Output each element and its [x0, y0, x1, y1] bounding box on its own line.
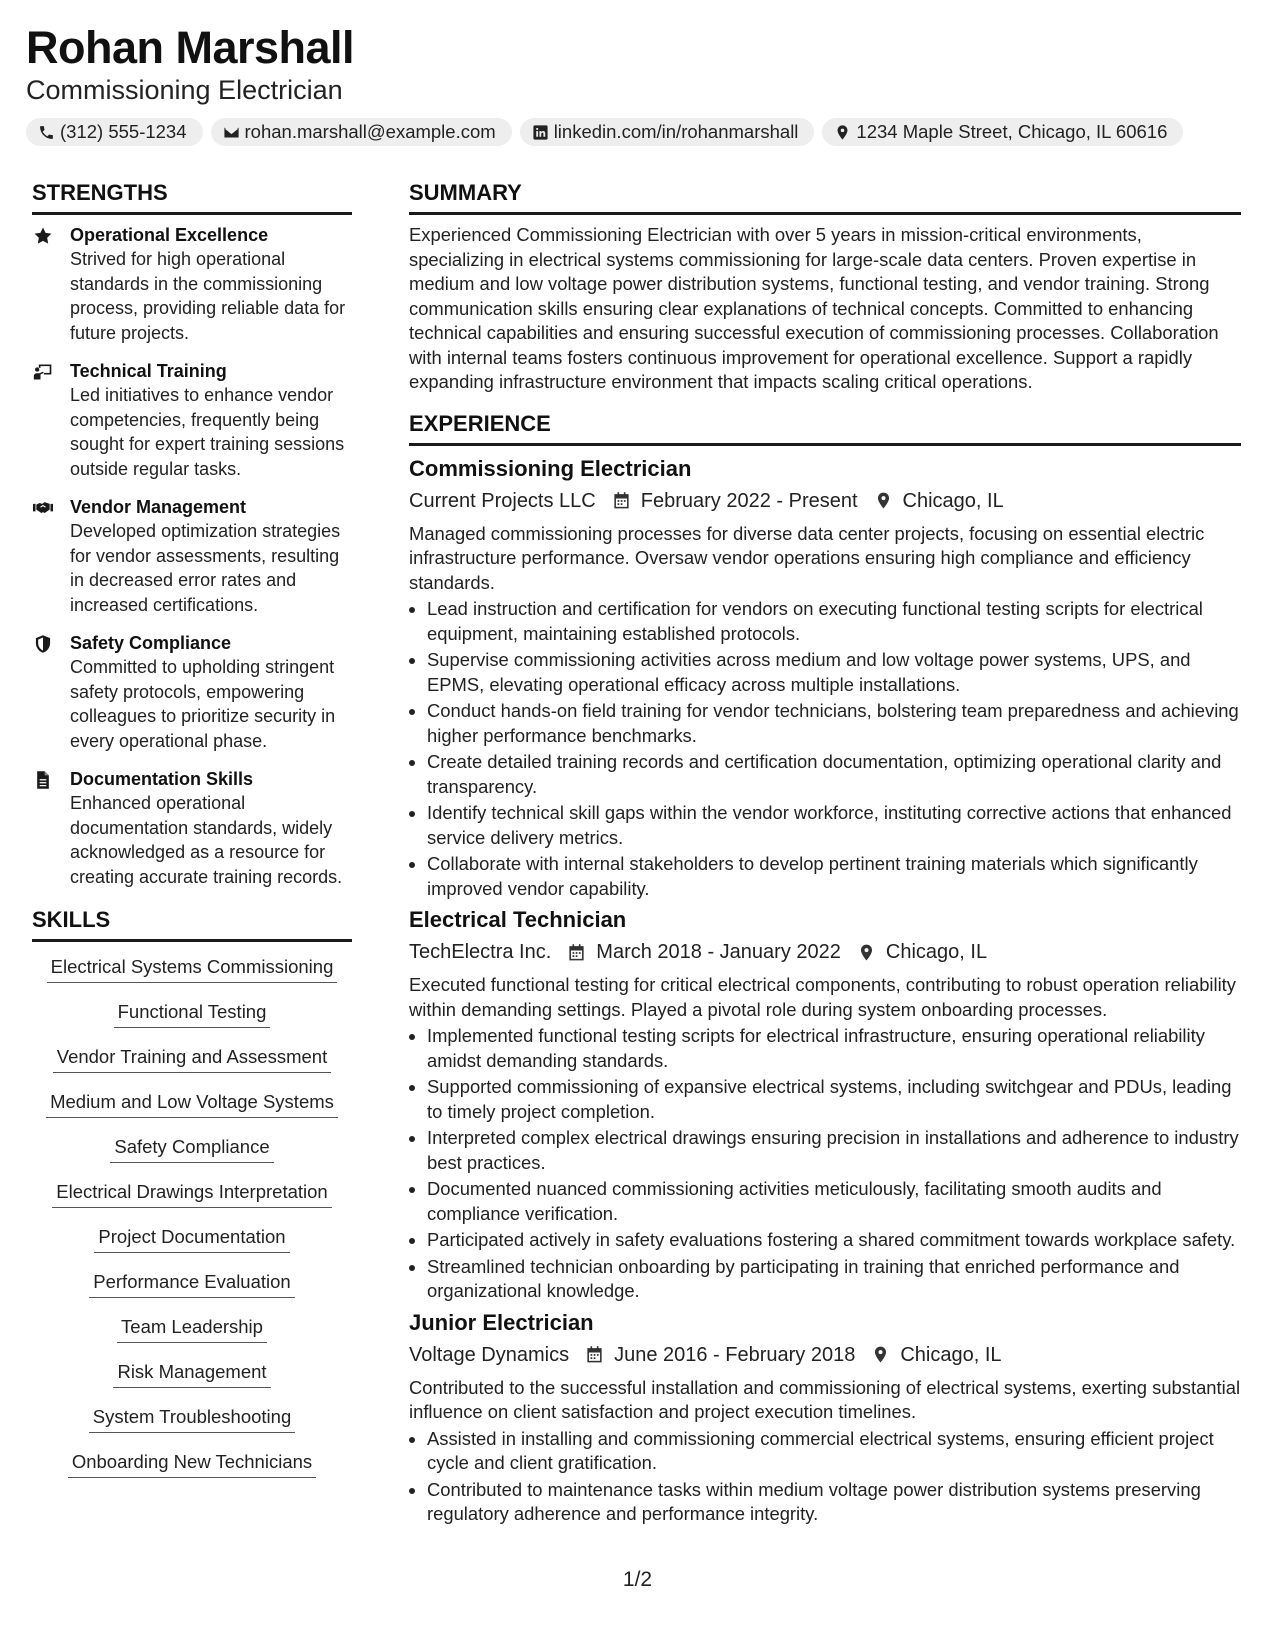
bullet-item: • Supported commissioning of expansive electrical systems, including switchgear and PDUs, leading to timely project completion.: [427, 1075, 1241, 1124]
job-bullets: [409, 1024, 1241, 1304]
resume-header: [26, 22, 1246, 146]
skill-tag: Risk Management: [113, 1360, 270, 1388]
job-description: Managed commissioning processes for diverse data center projects, focusing on essential electric infrastructure performance. Oversaw vendor operations ensuring high compliance and efficiency standards.: [409, 522, 1205, 593]
contact-phone[interactable]: [26, 118, 203, 146]
strength-item: [32, 495, 352, 617]
job-title: Junior Electrician: [409, 1309, 594, 1335]
location-pin-icon: [871, 1345, 890, 1364]
skill-tag: Medium and Low Voltage Systems: [46, 1090, 338, 1118]
skill-tag: Safety Compliance: [110, 1135, 273, 1163]
job-title: Electrical Technician: [409, 907, 627, 932]
job-location: Chicago, IL: [902, 489, 1004, 512]
linkedin-icon: [532, 124, 549, 141]
location-pin-icon: [857, 943, 876, 962]
bullet-item: • Streamlined technician onboarding by participating in training that enriched performance and organizational knowledge.: [427, 1255, 1241, 1304]
left-column: [32, 180, 352, 1490]
bullet-item: • Interpreted complex electrical drawings ensuring precision in installations and adherence to industry best practices.: [427, 1126, 1241, 1175]
contact-linkedin[interactable]: [520, 118, 815, 146]
job-description: Contributed to the successful installation and commissioning of electrical systems, exerting substantial influence on client satisfaction and project execution timelines.: [409, 1376, 1241, 1422]
job-company: Current Projects LLC: [409, 489, 596, 512]
job-entry: [409, 905, 1241, 1304]
location-pin-icon: [834, 124, 851, 141]
phone-icon: [38, 124, 55, 141]
job-dates: February 2022 - Present: [640, 489, 858, 512]
skills-section: [32, 907, 352, 1490]
candidate-title: Commissioning Electrician: [26, 75, 343, 105]
bullet-item: • Conduct hands-on field training for vendor technicians, bolstering team preparedness and achieving higher performance benchmarks.: [427, 699, 1241, 748]
envelope-icon: [223, 124, 240, 141]
location-pin-icon: [874, 491, 893, 510]
page-number: 1/2: [622, 1568, 653, 1591]
job-dates: March 2018 - January 2022: [596, 941, 841, 963]
bullet-item: • Participated actively in safety evaluations fostering a shared commitment towards workplace safety.: [427, 1228, 1241, 1253]
experience-section: [409, 411, 1241, 1527]
bullet-item: • Collaborate with internal stakeholders to develop pertinent training materials which significantly improved vendor capability.: [427, 852, 1241, 901]
job-location: Chicago, IL: [900, 1343, 1002, 1366]
job-bullets: [409, 597, 1241, 901]
skill-tag: System Troubleshooting: [89, 1405, 295, 1433]
job-meta: [409, 1340, 1241, 1370]
bullet-item: • Create detailed training records and certification documentation, optimizing operational clarity and transparency.: [427, 750, 1241, 799]
skills-list: [32, 950, 352, 1490]
contact-address-text: 1234 Maple Street, Chicago, IL 60616: [856, 121, 1168, 142]
job-meta: [409, 937, 1241, 967]
contact-email-text: rohan.marshall@example.com: [244, 121, 496, 142]
skill-tag: Functional Testing: [114, 1000, 271, 1028]
job-company: Voltage Dynamics: [409, 1343, 570, 1366]
strength-desc: Committed to upholding stringent safety protocols, empowering colleagues to prioritize security in every operational phase.: [70, 657, 336, 751]
skill-tag: Team Leadership: [117, 1315, 267, 1343]
strength-title: Technical Training: [70, 361, 227, 381]
strength-item: [32, 631, 352, 753]
strength-item: [32, 359, 352, 481]
job-entry: [409, 454, 1241, 902]
job-entry: [409, 1308, 1241, 1527]
job-meta: [409, 486, 1241, 516]
skills-heading: SKILLS: [32, 907, 352, 942]
skill-tag: Onboarding New Technicians: [68, 1450, 316, 1478]
strength-title: Documentation Skills: [70, 769, 254, 789]
contact-email[interactable]: [211, 118, 512, 146]
contact-address[interactable]: [822, 118, 1183, 146]
experience-heading: EXPERIENCE: [409, 411, 1241, 446]
strength-title: Safety Compliance: [70, 633, 232, 653]
bullet-item: • Supervise commissioning activities across medium and low voltage power systems, UPS, and EPMS, elevating operational efficacy across multiple installations.: [427, 648, 1241, 697]
strength-desc: Led initiatives to enhance vendor competencies, frequently being sought for expert training sessions outside regular tasks.: [70, 385, 345, 479]
job-dates: June 2016 - February 2018: [614, 1343, 856, 1366]
chalkboard-teacher-icon: [32, 362, 54, 382]
calendar-icon: [612, 491, 631, 510]
summary-heading: SUMMARY: [409, 180, 1241, 215]
bullet-item: • Lead instruction and certification for vendors on executing functional testing scripts for electrical equipment, maintaining established protocols.: [427, 597, 1241, 646]
candidate-name: Rohan Marshall: [26, 22, 355, 73]
job-description: Executed functional testing for critical electrical components, contributing to robust operation reliability within demanding settings. Played a pivotal role during system onboarding processes.: [409, 974, 1236, 1020]
bullet-item: • Identify technical skill gaps within the vendor workforce, instituting corrective actions that enhanced service delivery metrics.: [427, 801, 1241, 850]
skill-tag: Performance Evaluation: [89, 1270, 294, 1298]
strength-item: [32, 223, 352, 345]
calendar-icon: [585, 1345, 604, 1364]
strength-title: Vendor Management: [70, 497, 247, 517]
job-title: Commissioning Electrician: [409, 455, 692, 481]
strengths-heading: STRENGTHS: [32, 180, 352, 215]
bullet-item: • Contributed to maintenance tasks within medium voltage power distribution systems preserving regulatory adherence and performance integrity.: [427, 1478, 1241, 1527]
contact-phone-text: (312) 555-1234: [60, 121, 187, 142]
calendar-icon: [567, 943, 586, 962]
job-location: Chicago, IL: [885, 941, 988, 963]
contact-linkedin-text: linkedin.com/in/rohanmarshall: [553, 121, 799, 142]
handshake-icon: [32, 498, 54, 518]
job-bullets: [409, 1427, 1241, 1527]
skill-tag: Vendor Training and Assessment: [53, 1045, 331, 1073]
star-icon: [32, 226, 54, 246]
contact-bar: [26, 118, 1246, 146]
strength-desc: Enhanced operational documentation standards, widely acknowledged as a resource for creating accurate training records.: [70, 793, 343, 887]
strength-desc: Strived for high operational standards in the commissioning process, providing reliable data for future projects.: [70, 249, 346, 343]
strength-title: Operational Excellence: [70, 225, 269, 245]
skill-tag: Electrical Drawings Interpretation: [52, 1180, 331, 1208]
bullet-item: • Documented nuanced commissioning activities meticulously, facilitating smooth audits and compliance verification.: [427, 1177, 1241, 1226]
skill-tag: Project Documentation: [94, 1225, 289, 1253]
job-company: TechElectra Inc.: [409, 941, 552, 963]
strength-item: [32, 767, 352, 889]
bullet-item: • Assisted in installing and commissioning commercial electrical systems, ensuring efficient project cycle and client gratification.: [427, 1427, 1241, 1476]
summary-text: Experienced Commissioning Electrician with over 5 years in mission-critical environments, specializing in electrical systems commissioning for large-scale data centers. Proven expertise in medium and low voltage power distribution systems, functional testing, and vendor training. Strong communication skills ensuring clear explanations of technical concepts. Committed to enhancing technical capabilities and ensuring successful execution of commissioning processes. Collaboration with internal teams fosters continuous improvement for operational excellence. Support a rapidly expanding infrastructure environment that impacts scaling critical operations.: [409, 224, 1219, 392]
bullet-item: • Implemented functional testing scripts for electrical infrastructure, ensuring operational reliability amidst demanding standards.: [427, 1024, 1241, 1073]
shield-icon: [32, 634, 54, 654]
document-icon: [32, 770, 54, 790]
skill-tag: Electrical Systems Commissioning: [47, 955, 338, 983]
strength-desc: Developed optimization strategies for vendor assessments, resulting in decreased error rates and increased certifications.: [70, 521, 341, 615]
right-column: [409, 180, 1241, 1529]
